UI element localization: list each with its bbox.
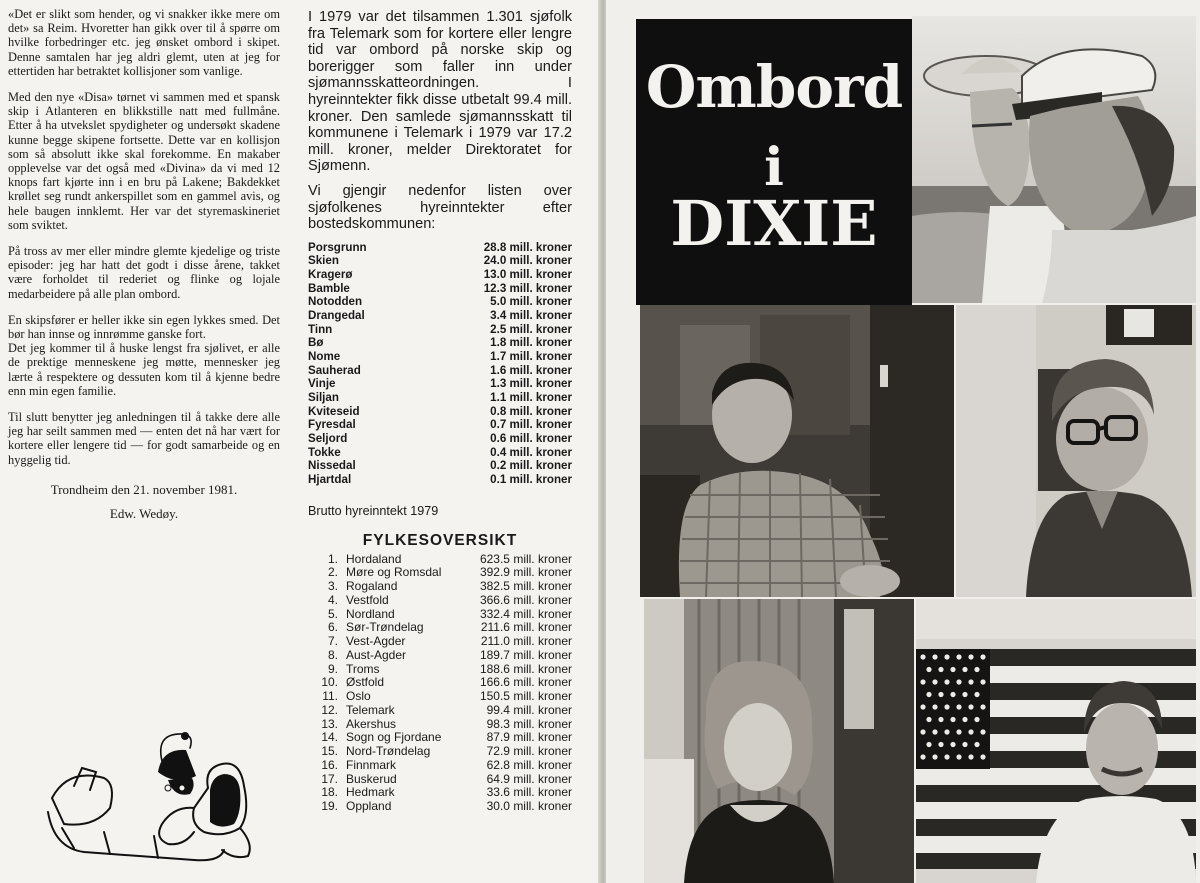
fylke-num: 11. [322, 689, 338, 704]
right-page [606, 0, 1200, 883]
paragraph: På tross av mer eller mindre glemte kjedelige og triste episoder: jeg har hatt det godt i disse årene, takket være forholdet til rederiet og flinke og lojale medarbeidere på alle plan ombord. [8, 244, 280, 301]
table-row [308, 649, 572, 663]
flag-star [980, 654, 985, 659]
table-row [308, 295, 572, 309]
fylke-value: 623.5 mill. kroner [479, 551, 572, 566]
kommune-value: 0.8 mill. kroner [490, 404, 572, 418]
flag-star [974, 667, 979, 672]
table-row [308, 566, 572, 580]
kommune-value: 3.4 mill. kroner [490, 309, 572, 322]
flag-star [938, 742, 943, 747]
fylke-name: Vest-Agder [346, 634, 406, 649]
fylke-num: 15. [321, 744, 338, 759]
fylke-value: 189.7 mill. kroner [479, 647, 572, 662]
table-row [308, 800, 572, 814]
kommune-value: 1.1 mill. kroner [490, 390, 572, 404]
table-row [308, 773, 572, 787]
fylke-value: 211.6 mill. kroner [480, 620, 572, 635]
kommune-name: Notodden [308, 295, 363, 309]
fylke-value: 332.4 mill. kroner [479, 606, 572, 621]
photo-woman-curly-hair [644, 599, 914, 883]
flag-star [968, 679, 973, 684]
kommune-income-table [308, 241, 572, 487]
fylke-income-table [308, 553, 572, 814]
kommune-name: Drangedal [308, 309, 365, 322]
flag-star [938, 692, 943, 697]
kommune-value: 1.7 mill. kroner [490, 349, 572, 363]
flag-star [944, 679, 949, 684]
kommune-name: Vinje [308, 377, 336, 391]
brutto-label: Brutto hyreinntekt 1979 [308, 503, 439, 518]
kommune-name: Sauherad [308, 363, 361, 377]
fylke-value: 392.9 mill. kroner [479, 565, 572, 580]
flag-star [980, 679, 985, 684]
fylke-num: 3. [327, 579, 338, 594]
paragraph: «Det er slikt som hender, og vi snakker ikke mere om det» sa Reim. Hvoretter han gikk over til å spørre om hvilke forbedringer etc. jeg ønsket ombord i skipet. Denne samtalen har jeg aldri glemt, uten at jeg for ettertiden har betraktet kollisjoner som vanlige. [8, 7, 280, 78]
fylke-name: Østfold [346, 675, 385, 690]
kommune-value: 0.6 mill. kroner [490, 431, 572, 445]
table-row [308, 608, 572, 622]
headline-dixie: DIXIE [670, 187, 878, 260]
fylke-name: Sogn og Fjordane [346, 730, 442, 745]
kommune-value: 0.1 mill. kroner [490, 472, 572, 486]
fylke-name: Møre og Romsdal [346, 565, 442, 580]
paragraph: En skipsfører er heller ikke sin egen lykkes smed. Det bør han innse og innrømme ganske fort. [8, 312, 280, 342]
flag-star [932, 704, 937, 709]
flag-star [944, 729, 949, 734]
fylke-num: 7. [327, 634, 338, 649]
flag-star [962, 692, 967, 697]
flag-star [920, 679, 925, 684]
kommune-value: 12.3 mill. kroner [483, 281, 572, 295]
table-row [308, 268, 572, 282]
flag-star [956, 729, 961, 734]
table-row [308, 350, 572, 364]
table-row [308, 786, 572, 800]
fylke-num: 5. [327, 606, 338, 621]
fylke-name: Nord-Trøndelag [346, 744, 431, 759]
flag-star [920, 754, 925, 759]
kommune-name: Bø [308, 336, 324, 350]
table-row [308, 745, 572, 759]
flag-star [980, 704, 985, 709]
table-row [308, 704, 572, 718]
table-row [308, 731, 572, 745]
flag-star [944, 754, 949, 759]
flag-star [968, 704, 973, 709]
kommune-name: Nome [308, 349, 341, 363]
kommune-name: Porsgrunn [308, 240, 367, 254]
fylke-name: Sør-Trøndelag [346, 620, 424, 635]
kommune-value: 1.8 mill. kroner [490, 336, 572, 350]
flag-star [968, 729, 973, 734]
table-row [308, 553, 572, 567]
table-row [308, 690, 572, 704]
kommune-value: 1.3 mill. kroner [490, 377, 572, 391]
flag-star [938, 717, 943, 722]
flag-star [956, 754, 961, 759]
kommune-name: Skien [308, 254, 339, 268]
kommune-value: 0.7 mill. kroner [490, 418, 572, 432]
table-row [308, 676, 572, 690]
flag-star [944, 704, 949, 709]
kommune-value: 0.4 mill. kroner [490, 445, 572, 459]
fylke-num: 13. [321, 716, 338, 731]
flag-star [938, 667, 943, 672]
flag-star [968, 654, 973, 659]
fylke-num: 10. [321, 675, 338, 690]
flag-star [926, 742, 931, 747]
flag-star [926, 717, 931, 722]
kommune-name: Siljan [308, 390, 339, 404]
fylke-num: 18. [321, 785, 338, 800]
table-row [308, 446, 572, 460]
fylke-num: 1. [327, 551, 338, 566]
intro-paragraph: Vi gjengir nedenfor listen over sjøfolkenes hyreinntekter efter bostedskommunen: [308, 182, 572, 233]
flag-star [968, 754, 973, 759]
photo-man-american-flag [916, 599, 1196, 883]
flag-star [950, 742, 955, 747]
fylke-value: 366.6 mill. kroner [479, 592, 572, 607]
table-row [308, 377, 572, 391]
flag-star [956, 704, 961, 709]
santa-sled-illustration [44, 728, 264, 868]
flag-star [932, 729, 937, 734]
kommune-name: Tinn [308, 322, 333, 336]
fylke-name: Buskerud [346, 771, 397, 786]
flag-star [956, 654, 961, 659]
flag-star [950, 667, 955, 672]
fylke-num: 16. [321, 757, 338, 772]
table-row [308, 759, 572, 773]
table-row [308, 309, 572, 323]
flag-star [950, 717, 955, 722]
flag-star [956, 679, 961, 684]
flag-star [932, 654, 937, 659]
place-date: Trondheim den 21. november 1981. [50, 481, 238, 497]
fylke-num: 14. [321, 730, 338, 745]
flag-star [962, 717, 967, 722]
fylke-value: 188.6 mill. kroner [479, 661, 572, 676]
fylke-num: 6. [327, 620, 338, 635]
fylke-name: Hedmark [346, 785, 395, 800]
letter-column [8, 7, 280, 521]
fylke-value: 166.6 mill. kroner [479, 675, 572, 690]
fylke-num: 12. [321, 702, 338, 717]
table-row [308, 405, 572, 419]
fylke-title: FYLKESOVERSIKT [362, 531, 518, 549]
flag-star [980, 754, 985, 759]
fylke-num: 8. [327, 647, 338, 662]
table-row [308, 459, 572, 473]
kommune-value: 1.6 mill. kroner [490, 363, 572, 377]
fylke-value: 211.0 mill. kroner [480, 634, 572, 649]
fylke-value: 98.3 mill. kroner [486, 716, 572, 731]
table-row [308, 473, 572, 487]
kommune-name: Fyresdal [308, 418, 356, 432]
fylke-num: 9. [327, 661, 338, 676]
fylke-name: Oppland [346, 799, 392, 814]
kommune-name: Tokke [308, 445, 341, 459]
table-row [308, 718, 572, 732]
kommune-value: 13.0 mill. kroner [483, 268, 572, 282]
fylke-value: 87.9 mill. kroner [486, 730, 572, 745]
kommune-name: Nissedal [308, 459, 356, 473]
table-row [308, 580, 572, 594]
fylke-name: Nordland [346, 606, 395, 621]
kommune-value: 24.0 mill. kroner [483, 254, 572, 268]
table-row [308, 594, 572, 608]
flag-star [980, 729, 985, 734]
kommune-value: 5.0 mill. kroner [490, 295, 572, 309]
flag-star [974, 717, 979, 722]
kommune-value: 28.8 mill. kroner [483, 240, 572, 254]
flag-star [962, 667, 967, 672]
fylke-num: 4. [327, 592, 338, 607]
photo-men-in-hats [912, 16, 1196, 303]
fylke-name: Rogaland [346, 579, 398, 594]
table-row [308, 254, 572, 268]
table-row [308, 364, 572, 378]
flag-star [926, 692, 931, 697]
kommune-name: Kviteseid [308, 404, 360, 418]
fylke-name: Vestfold [346, 592, 389, 607]
table-row [308, 241, 572, 255]
table-row [308, 635, 572, 649]
stats-column [308, 9, 572, 814]
fylke-name: Finnmark [346, 757, 397, 772]
flag-star [920, 704, 925, 709]
kommune-value: 0.2 mill. kroner [490, 459, 572, 473]
fylke-value: 64.9 mill. kroner [486, 771, 572, 786]
fylke-name: Oslo [346, 689, 371, 704]
fylke-value: 33.6 mill. kroner [486, 785, 572, 800]
table-row [308, 418, 572, 432]
intro-paragraph: I 1979 var det tilsammen 1.301 sjøfolk fra Telemark som for kortere eller lengre tid var ombord på norske skip og borerigger som faller inn under sjømannsskatteordningen. I hyreinntekter fikk disse utbetalt 99.4 mill. kroner. Den samlede sjømannsskatt til kommunene i Telemark i 1979 var 17.2 mill. kroner, melder Direktoratet for Sjømenn. [308, 9, 572, 175]
table-row [308, 323, 572, 337]
kommune-name: Hjartdal [308, 472, 352, 486]
fylke-name: Telemark [346, 702, 395, 717]
fylke-num: 19. [321, 799, 338, 814]
photo-man-checkered-shirt [640, 305, 954, 597]
headline-i: i [764, 137, 784, 198]
flag-star [950, 692, 955, 697]
table-row [308, 336, 572, 350]
paragraph: Til slutt benytter jeg anledningen til å takke dere alle jeg har seilt sammen med — enten det nå har vært for kortere eller lengere tid — for godt samarbeide og en hyggelig tid. [8, 410, 280, 467]
paragraph: Med den nye «Disa» tørnet vi sammen med et spansk skip i Atlanteren en blikkstille natt med fullmåne. Etter å ha utvekslet spydigheter og undersøkt skadene kunne begge skipene fortsette. Dette var en kollisjon som så absolutt ikke skal forekomme. En makaber opplevelse var det også med «Divina» da vi med 12 knops fart kjørte inn i en bru på Lakene; Bakdekket krøllet seg rundt ankerspillet som en gammel avis, og hele baugen innklemt. Her var det styremaskineriet som sviktet. [8, 90, 280, 232]
flag-star [920, 729, 925, 734]
fylke-num: 17. [321, 771, 338, 786]
flag-star [932, 754, 937, 759]
paragraph: Det jeg kommer til å huske lengst fra sjølivet, er alle de prektige menneskene jeg møtte, mennesker jeg lærte å respektere og dessuten kom til å kjenne bedre enn min egen familie. [8, 341, 280, 398]
fylke-value: 382.5 mill. kroner [479, 579, 572, 594]
photo-man-glasses [956, 305, 1196, 597]
fylke-name: Aust-Agder [346, 647, 407, 662]
flag-star [974, 742, 979, 747]
fylke-name: Troms [346, 661, 380, 676]
fylke-value: 30.0 mill. kroner [486, 799, 572, 814]
table-row [308, 391, 572, 405]
kommune-name: Kragerø [308, 268, 353, 282]
fylke-name: Hordaland [346, 551, 402, 566]
signature: Edw. Wedøy. [109, 506, 179, 522]
table-row [308, 282, 572, 296]
kommune-name: Bamble [308, 281, 350, 295]
table-row [308, 663, 572, 677]
flag-star [944, 654, 949, 659]
flag-star [932, 679, 937, 684]
flag-star [926, 667, 931, 672]
flag-star [962, 742, 967, 747]
flag-star [920, 654, 925, 659]
fylke-name: Akershus [346, 716, 397, 731]
table-row [308, 621, 572, 635]
fylke-value: 150.5 mill. kroner [479, 689, 572, 704]
flag-star [974, 692, 979, 697]
headline-block [636, 19, 912, 305]
kommune-name: Seljord [308, 431, 348, 445]
kommune-value: 2.5 mill. kroner [490, 322, 572, 336]
fylke-value: 62.8 mill. kroner [486, 757, 572, 772]
headline-ombord: Ombord [645, 53, 903, 121]
fylke-value: 72.9 mill. kroner [486, 744, 572, 759]
table-row [308, 432, 572, 446]
fylke-value: 99.4 mill. kroner [486, 702, 572, 717]
fylke-num: 2. [327, 565, 338, 580]
